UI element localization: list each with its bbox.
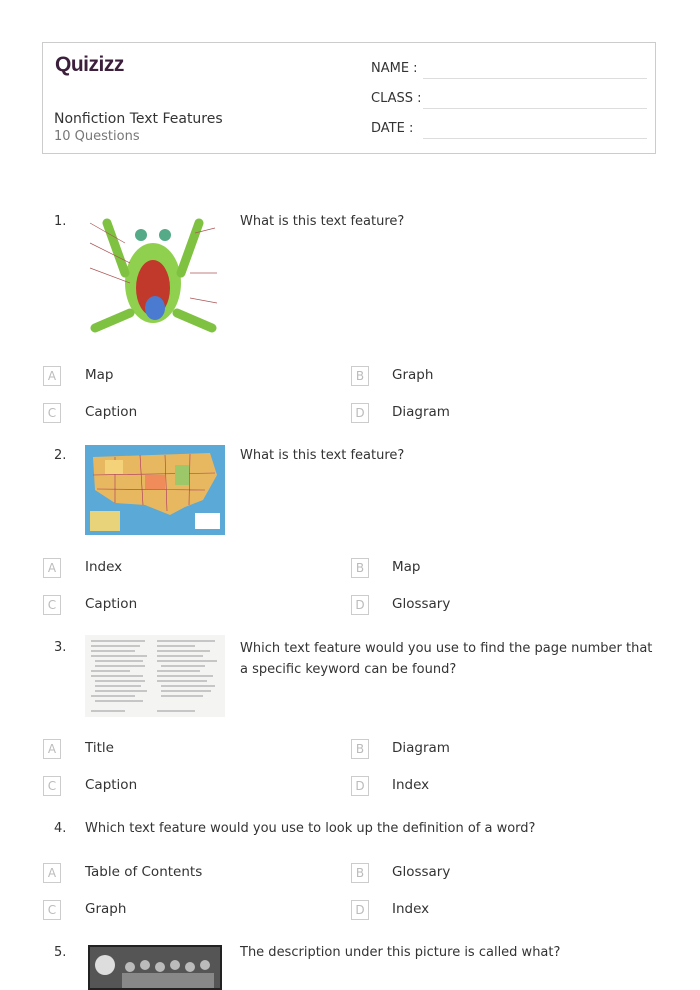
question-count: 10 Questions (54, 129, 140, 144)
option-letter-box[interactable]: A (43, 366, 61, 386)
question-number: 3. (54, 640, 67, 655)
option-letter-box[interactable]: A (43, 558, 61, 578)
option-label[interactable]: Glossary (392, 864, 451, 880)
option-letter-box[interactable]: C (43, 595, 61, 615)
class-label: CLASS : (371, 91, 422, 106)
option-label[interactable]: Diagram (392, 404, 450, 420)
option-label[interactable]: Map (85, 367, 114, 383)
worksheet-header (42, 42, 656, 154)
option-letter-box[interactable]: C (43, 776, 61, 796)
option-label[interactable]: Graph (85, 901, 127, 917)
option-label[interactable]: Table of Contents (85, 864, 203, 880)
option-letter-box[interactable]: D (351, 595, 369, 615)
name-field[interactable] (423, 78, 647, 79)
option-label[interactable]: Index (392, 901, 430, 917)
option-letter-box[interactable]: C (43, 900, 61, 920)
group-photo-image (88, 945, 222, 990)
option-letter-box[interactable]: B (351, 366, 369, 386)
option-letter-box[interactable]: A (43, 739, 61, 759)
option-label[interactable]: Title (85, 740, 114, 756)
option-letter-box[interactable]: B (351, 863, 369, 883)
option-label[interactable]: Caption (85, 596, 138, 612)
class-field[interactable] (423, 108, 647, 109)
frog-diagram-image (85, 213, 222, 335)
option-letter-box[interactable]: D (351, 776, 369, 796)
question-text: Which text feature would you use to look up the definition of a word? (85, 821, 536, 836)
worksheet-title: Nonfiction Text Features (54, 111, 223, 127)
name-label: NAME : (371, 61, 418, 76)
option-label[interactable]: Caption (85, 777, 138, 793)
index-page-image (85, 635, 225, 717)
question-number: 5. (54, 945, 67, 960)
option-letter-box[interactable]: D (351, 900, 369, 920)
question-text: Which text feature would you use to find the page number that a specific keyword can be found? (240, 641, 653, 677)
option-label[interactable]: Index (392, 777, 430, 793)
option-letter-box[interactable]: D (351, 403, 369, 423)
date-label: DATE : (371, 121, 414, 136)
question-text: What is this text feature? (240, 448, 405, 463)
option-label[interactable]: Glossary (392, 596, 451, 612)
question-number: 1. (54, 214, 67, 229)
option-label[interactable]: Map (392, 559, 421, 575)
date-field[interactable] (423, 138, 647, 139)
option-letter-box[interactable]: C (43, 403, 61, 423)
question-number: 4. (54, 821, 67, 836)
option-label[interactable]: Diagram (392, 740, 450, 756)
question-text: What is this text feature? (240, 214, 405, 229)
option-letter-box[interactable]: B (351, 558, 369, 578)
quizizz-logo: Quizizz (55, 53, 124, 76)
question-number: 2. (54, 448, 67, 463)
option-letter-box[interactable]: B (351, 739, 369, 759)
option-label[interactable]: Index (85, 559, 123, 575)
option-letter-box[interactable]: A (43, 863, 61, 883)
us-map-image (85, 445, 225, 535)
question-text: The description under this picture is called what? (240, 945, 561, 960)
option-label[interactable]: Graph (392, 367, 434, 383)
option-label[interactable]: Caption (85, 404, 138, 420)
